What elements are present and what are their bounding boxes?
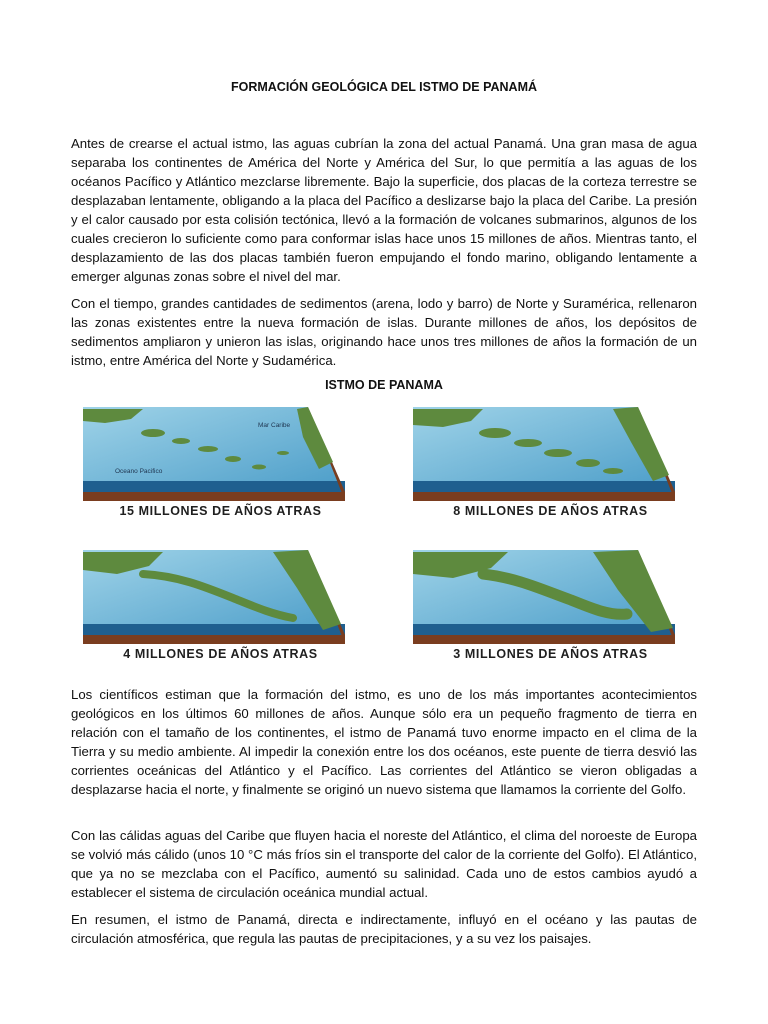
paragraph-4: Con las cálidas aguas del Caribe que fluyen hacia el noreste del Atlántico, el clima del noroeste de Europa se volvió más cálido (unos 10 °C más fríos sin el transporte del calor de la corriente del Golfo). El Atlántico, que ya no se mezclaba con el Pacífico, aumentó su salinidad. Cada uno de estos cambios ayudó a establecer el sistema de circulación oceánica mundial actual. [71, 828, 697, 900]
pacific-ocean-label: Oceano Pacifico [115, 468, 163, 475]
caribbean-sea-label: Mar Caribe [258, 422, 291, 429]
panel-caption: 4 MILLONES DE AÑOS ATRAS [123, 647, 318, 661]
paragraph-2: Con el tiempo, grandes cantidades de sedimentos (arena, lodo y barro) de Norte y Suramérica, rellenaron las zonas existentes entre la nueva formación de islas. Durante millones de años, los depósitos de sedimentos ampliaron y unieron las islas, originando hace unos tres millones de años la formación de un istmo, entre América del Norte y Sudamérica. [71, 296, 697, 368]
paragraph-3: Los científicos estiman que la formación del istmo, es uno de los más importantes acontecimientos geológicos en los últimos 60 millones de años. Aunque sólo era un pequeño fragmento de tierra en relación con el tamaño de los continentes, el istmo de Panamá tuvo enorme impacto en el clima de la Tierra y su medio ambiente. Al impedir la conexión entre los dos océanos, este puente de tierra desvió las corrientes oceánicas del Atlántico y el Pacífico. Las corrientes del Atlántico se vieron obligadas a desplazarse hacia el norte, y finalmente se originó un nuevo sistema que llamamos la corriente del Golfo. [71, 687, 697, 797]
panel-4-million [83, 540, 358, 666]
paragraph-5: En resumen, el istmo de Panamá, directa e indirectamente, influyó en el océano y las pautas de circulación atmosférica, que regula las pautas de precipitaciones, y a su vez los paisajes. [71, 912, 697, 946]
document-title: FORMACIÓN GEOLÓGICA DEL ISTMO DE PANAMÁ [230, 80, 538, 94]
panel-3-million [413, 540, 688, 666]
panel-caption: 8 MILLONES DE AÑOS ATRAS [453, 504, 648, 518]
panel-caption: 3 MILLONES DE AÑOS ATRAS [453, 647, 648, 661]
panel-8-million [413, 397, 688, 523]
figure-title: ISTMO DE PANAMA [325, 378, 443, 392]
panel-caption: 15 MILLONES DE AÑOS ATRAS [119, 504, 322, 518]
panel-15-million [83, 397, 358, 523]
paragraph-1: Antes de crearse el actual istmo, las aguas cubrían la zona del actual Panamá. Una gran masa de agua separaba los continentes de América del Norte y América del Sur, lo que permitía a las aguas de los océanos Pacífico y Atlántico mezclarse libremente. Bajo la superficie, dos placas de la corteza terrestre se desplazaban lentamente, obligando a la placa del Pacífico a deslizarse bajo la placa del Caribe. La presión y el calor causado por esta colisión tectónica, llevó a la formación de volcanes submarinos, algunos de los cuales crecieron lo suficiente como para conformar islas hace unos 15 millones de años. Mientras tanto, el desplazamiento de las dos placas también fueron empujando el fondo marino, obligando lentamente a emerger algunas zonas sobre el nivel del mar. [71, 136, 697, 284]
